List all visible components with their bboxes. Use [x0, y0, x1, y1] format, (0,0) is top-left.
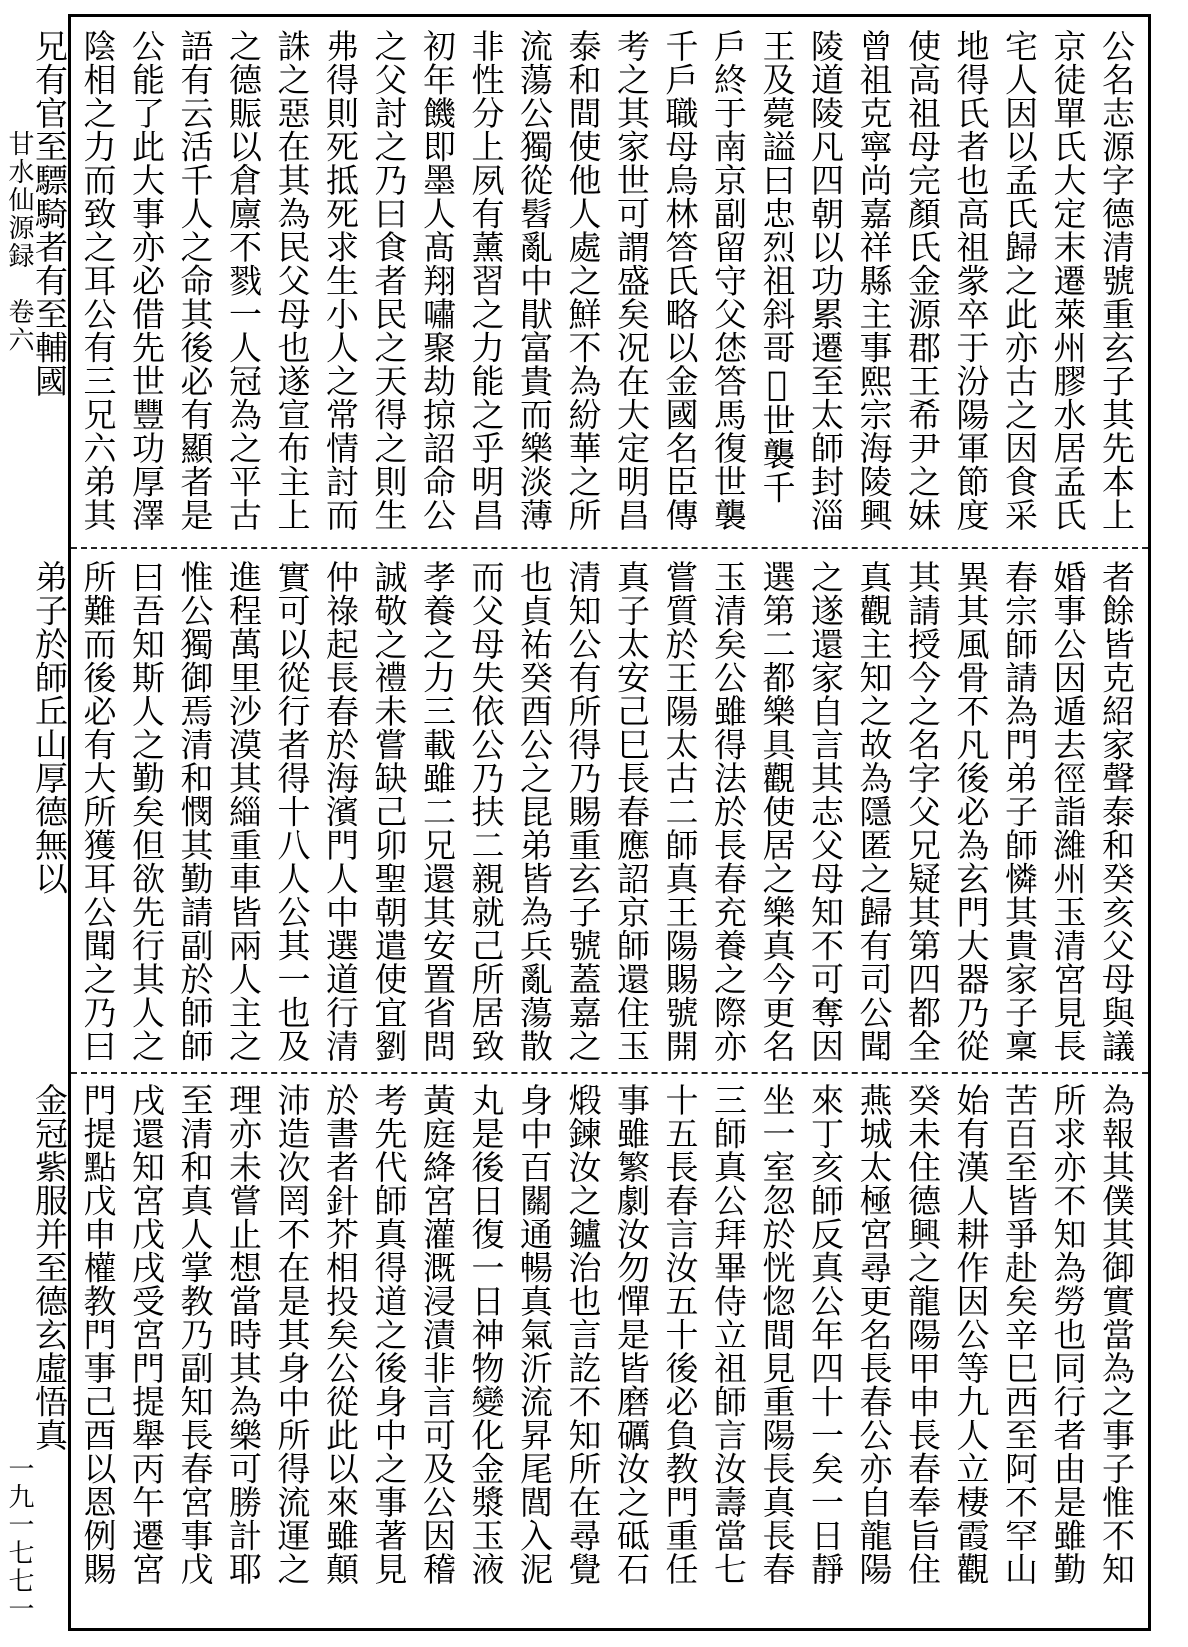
register-text: 公名志源字德清號重玄子其先本上京徒單氏大定末遷萊州膠水居孟氏宅人因以孟氏歸之此亦古之因食采地得氏者也高祖䝉卒于汾陽軍節度使高祖母完顏氏金源郡王希尹之妹曾祖克寧尚嘉祥縣主事熙宗海陵興陵道陵凡四朝以功累遷至太師封淄王及薨謚曰忠烈祖斜哥𢠐世襲千戶終于南京副留守父恷答馬復世襲千戶職母烏林答氏略以金國名臣傳考之其家世可謂盛矣况在大定明昌泰和間使他人處之鮮不為紛華之所流蕩公獨從髫亂中猒富貴而樂淡薄非性分上夙有薰習之力能之乎明昌初年饑即墨人髙翔嘯聚劫掠詔命公之父討之乃曰食者民之天得之則生弗得則死抵死求生小人之常情討而誅之惡在其為民父母也遂宣布主上之德賑以倉廪不戮一人冠為之平古語有云活千人之命其後必有顯者是公能了此大事亦必借先世豐功厚澤陰相之力而致之耳公有三兄六弟其兄有官至驃騎者有至輔國 — [30, 29, 1136, 532]
text-register-top — [30, 29, 1140, 537]
register-text: 為報其僕其御實當為之事子惟不知所求亦不知為勞也同行者由是雖勤苦百至皆爭赴矣辛巳西至阿不罕山始有漢人耕作因公等九人立棲霞觀癸未住德興之龍陽甲申長春奉旨住燕城太極宮尋更名長春公亦自龍陽來丁亥師反真公年四十一矣一日靜坐一室忽於恍惚間見重陽長真長春三師真公拜畢侍立祖師言汝壽當七十五長春言汝五十後必負教門重任事雖繁劇汝勿憚是皆磨礪汝之砥石煅鍊汝之鑪治也言訖不知所在尋覺身中百關通暢真氣沂流昇尾閭入泥丸是後日復一日神物變化金漿玉液黃庭絳宮灌溉浸漬非言可及公因稽考先代師真得道之後身中之事著見於書者針芥相投矣公從此以來雖顛沛造次罔不在是其身中所得流運之理亦未嘗止想當時其為樂可勝計耶至清和真人掌教乃副知長春宮事戊戌還知宮戊戌受宮門提舉丙午遷宮門提點戊申權教門事己酉以恩例賜金冠紫服并至德玄虛悟真 — [30, 1083, 1136, 1586]
text-register-middle — [30, 560, 1140, 1064]
running-title-text: 甘水仙源録 卷六 — [4, 130, 34, 354]
folio — [0, 1455, 38, 1623]
register-divider — [71, 547, 1148, 549]
register-text: 者餘皆克紹家聲泰和癸亥父母與議婚事公因遁去徑詣濰州玉清宮見長春宗師請為門弟子師憐其貴家子稟異其風骨不凡後必為玄門大器乃從其請授今之名字父兄疑其第四都全真觀主知之故為隱匿之歸有司公聞之遂還家自言其志父母知不可奪因選第二都樂具觀使居之樂真今更名玉清矣公雖得法於長春充養之際亦嘗質於王陽太古二師真王陽賜號開真子太安己巳長春應詔京師還住玉清知公有所得乃賜重玄子號蓋嘉之也貞祐癸酉公之昆弟皆為兵亂蕩散而父母失依公乃扶二親就己所居致孝養之力三載雖二兄還其安置省問誠敬之禮未嘗缺己卯聖朝遣使宜劉仲祿起長春於海濱門人中選道行清實可以從行者得十八人公其一也及進程萬里沙漠其緇重車皆兩人主之惟公獨御焉清和憫其勤請副於師師曰吾知斯人之勤矣但欲先行其人之所難而後必有大所獲耳公聞之乃曰弟子於師丘山厚德無以 — [30, 560, 1136, 1063]
text-register-bottom — [30, 1083, 1140, 1618]
folio-text: 一九一七七一 — [4, 1455, 34, 1623]
page-frame — [30, 14, 1151, 1631]
register-divider — [71, 1072, 1148, 1074]
